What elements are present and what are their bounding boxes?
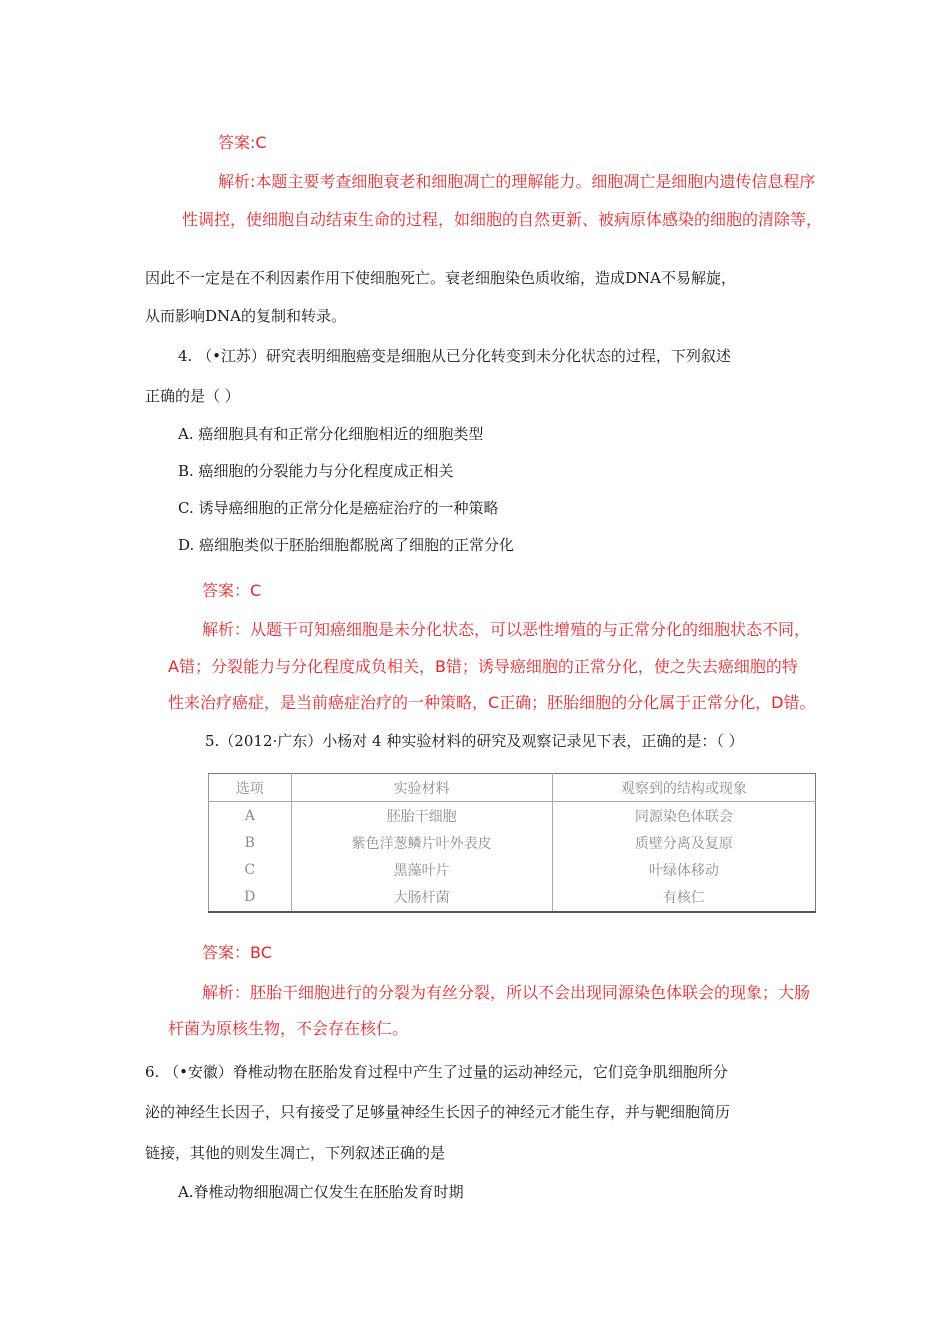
table-cell: 质壁分离及复原 [634,835,733,852]
q5-analysis-line-2: 杆菌为原核生物，不会存在核仁。 [168,1019,409,1038]
q4-option-c: C. 诱导癌细胞的正常分化是癌症治疗的一种策略 [178,499,499,517]
table-cell: B [244,834,255,851]
table-cell: 同源染色体联会 [634,808,733,825]
table-row [209,802,816,830]
table-cell: A [244,807,255,824]
q4-stem-line-2: 正确的是（ ） [145,387,240,405]
table-header-row [209,774,816,802]
q4-analysis-line-1: 解析：从题干可知癌细胞是未分化状态，可以恶性增殖的与正常分化的细胞状态不同， [202,620,811,639]
table-header-cell: 选项 [209,774,292,802]
q4-stem-line-1: 4. （•江苏）研究表明细胞癌变是细胞从已分化转变到未分化状态的过程，下列叙述 [178,347,731,365]
table-cell: 有核仁 [662,890,705,907]
q5-analysis-line-1: 解析：胚胎干细胞进行的分裂为有丝分裂，所以不会出现同源染色体联会的现象；大肠 [202,983,811,1002]
table-header-cell: 实验材料 [291,774,552,802]
q3-analysis-line-1: 解析:本题主要考查细胞衰老和细胞凋亡的理解能力。细胞凋亡是细胞内遗传信息程序 [218,172,816,191]
table-row [209,884,816,912]
table-row [209,829,816,856]
table-header-cell: 观察到的结构或现象 [552,774,815,802]
q4-answer: 答案：C [202,581,262,600]
table-cell: 大肠杆菌 [291,884,552,912]
q6-stem-line-2: 泌的神经生长因子，只有接受了足够量神经生长因子的神经元才能生存，并与靶细胞简历 [145,1103,731,1121]
table-cell: D [244,889,256,906]
observation-table [208,773,816,913]
table-cell: 叶绿体移动 [648,863,719,880]
q6-option-a: A.脊椎动物细胞凋亡仅发生在胚胎发育时期 [178,1183,464,1201]
q6-stem-line-1: 6. （•安徽）脊椎动物在胚胎发育过程中产生了过量的运动神经元，它们竞争肌细胞所分 [145,1063,728,1081]
q3-analysis-line-3: 因此不一定是在不利因素作用下使细胞死亡。衰老细胞染色质收缩，造成DNA不易解旋， [145,269,736,287]
q6-stem-line-3: 链接，其他的则发生凋亡，下列叙述正确的是 [145,1144,446,1162]
q4-option-a: A. 癌细胞具有和正常分化细胞相近的细胞类型 [178,425,484,443]
table-cell: 黑藻叶片 [291,857,552,884]
q3-analysis-line-2: 性调控，使细胞自动结束生命的过程，如细胞的自然更新、被病原体感染的细胞的清除等， [182,210,823,229]
q3-analysis-line-4: 从而影响DNA的复制和转录。 [145,307,346,325]
q4-option-b: B. 癌细胞的分裂能力与分化程度成正相关 [178,462,454,480]
q4-analysis-line-2: A错；分裂能力与分化程度成负相关，B错；诱导癌细胞的正常分化，使之失去癌细胞的特 [168,657,798,676]
table-row [209,857,816,884]
q4-option-d: D. 癌细胞类似于胚胎细胞都脱离了细胞的正常分化 [178,536,515,554]
table-cell: C [244,862,256,879]
q5-stem: 5.（2012·广东）小杨对 4 种实验材料的研究及观察记录见下表，正确的是：（ ） [205,732,744,750]
q5-answer: 答案：BC [202,943,272,962]
table-cell: 紫色洋葱鳞片叶外表皮 [291,829,552,856]
q4-analysis-line-3: 性来治疗癌症，是当前癌症治疗的一种策略，C正确；胚胎细胞的分化属于正常分化，D错。 [168,693,816,712]
table-cell: 胚胎干细胞 [291,802,552,830]
q3-answer: 答案:C [218,133,267,152]
